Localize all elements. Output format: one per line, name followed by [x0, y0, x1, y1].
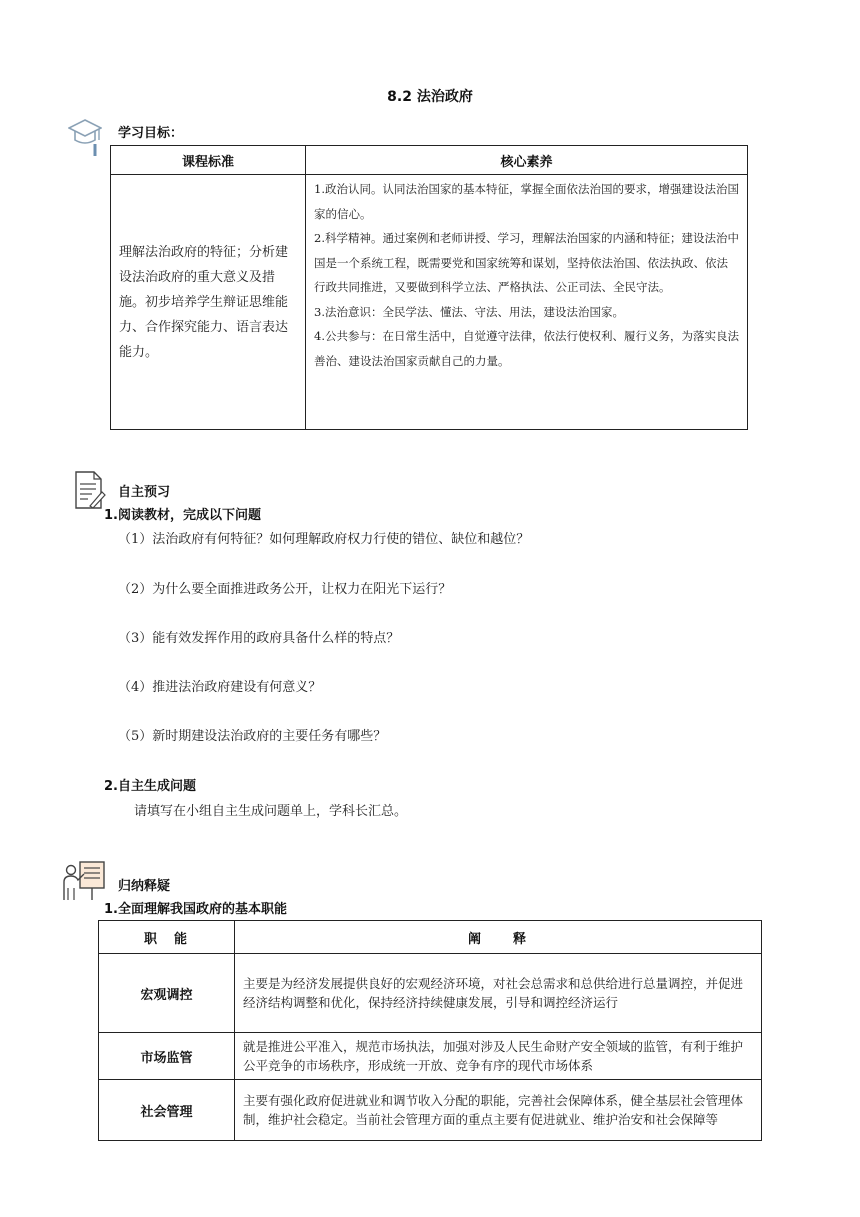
- preview-sub2: 2.自主生成问题: [104, 779, 196, 794]
- question-5: （5）新时期建设法治政府的主要任务有哪些？: [118, 729, 387, 744]
- literacy-cell: [306, 175, 748, 430]
- graduation-cap-icon: [68, 116, 102, 162]
- function-header: 职 能: [99, 921, 235, 954]
- preview-heading: 自主预习: [118, 485, 171, 500]
- functions-table: [98, 920, 762, 1141]
- function-desc: 主要有强化政府促进就业和调节收入分配的职能，完善社会保障体系，健全基层社会管理体制，维护社会稳定。当前社会管理方面的重点主要有促进就业、维护治安和社会保障等: [235, 1080, 762, 1141]
- preview-sub1: 1.阅读教材，完成以下问题: [104, 508, 261, 523]
- question-2: （2）为什么要全面推进政务公开，让权力在阳光下运行？: [118, 582, 452, 597]
- function-name: 宏观调控: [99, 954, 235, 1033]
- question-4: （4）推进法治政府建设有何意义？: [118, 680, 322, 695]
- literacy-item: 2.科学精神。通过案例和老师讲授、学习，理解法治国家的内涵和特征；建设法治中国是一个系统工程，既需要党和国家统筹和谋划，坚持依法治国、依法执政、依法行政共同推进，又要做到科学立法、严格执法、公正司法、全民守法。: [314, 231, 739, 294]
- summary-sub1: 1.全面理解我国政府的基本职能: [104, 902, 287, 917]
- literacy-item: 4.公共参与：在日常生活中，自觉遵守法律，依法行使权利、履行义务，为落实良法善治、建设法治国家贡献自己的力量。: [314, 329, 739, 368]
- question-3: （3）能有效发挥作用的政府具备什么样的特点？: [118, 631, 400, 646]
- summary-heading: 归纳释疑: [118, 879, 171, 894]
- literacy-item: 3.法治意识：全民学法、懂法、守法、用法，建设法治国家。: [314, 304, 624, 319]
- document-pen-icon: [72, 470, 106, 514]
- table-row: [99, 1080, 762, 1141]
- explanation-header: 阐 释: [235, 921, 762, 954]
- curriculum-standard-cell: 理解法治政府的特征；分析建设法治政府的重大意义及措施。初步培养学生辩证思维能力、合作探究能力、语言表达能力。: [111, 175, 306, 430]
- objectives-heading: 学习目标：: [118, 126, 184, 141]
- function-name: 市场监管: [99, 1033, 235, 1080]
- function-desc: 主要是为经济发展提供良好的宏观经济环境，对社会总需求和总供给进行总量调控，并促进经济结构调整和优化，保持经济持续健康发展，引导和调控经济运行: [235, 954, 762, 1033]
- objectives-table: [110, 145, 748, 430]
- function-name: 社会管理: [99, 1080, 235, 1141]
- teacher-board-icon: [62, 860, 106, 906]
- table-row: [99, 1033, 762, 1080]
- table-row: [99, 954, 762, 1033]
- literacy-item: 1.政治认同。认同法治国家的基本特征，掌握全面依法治国的要求，增强建设法治国家的信心。: [314, 182, 739, 221]
- curriculum-header: 课程标准: [111, 146, 306, 175]
- preview-sub2-text: 请填写在小组自主生成问题单上，学科长汇总。: [134, 804, 408, 819]
- function-desc: 就是推进公平准入，规范市场执法，加强对涉及人民生命财产安全领域的监管，有利于维护公平竞争的市场秩序，形成统一开放、竞争有序的现代市场体系: [235, 1033, 762, 1080]
- question-1: （1）法治政府有何特征？如何理解政府权力行使的错位、缺位和越位？: [118, 532, 530, 547]
- page-title: 8.2 法治政府: [387, 89, 473, 105]
- literacy-header: 核心素养: [306, 146, 748, 175]
